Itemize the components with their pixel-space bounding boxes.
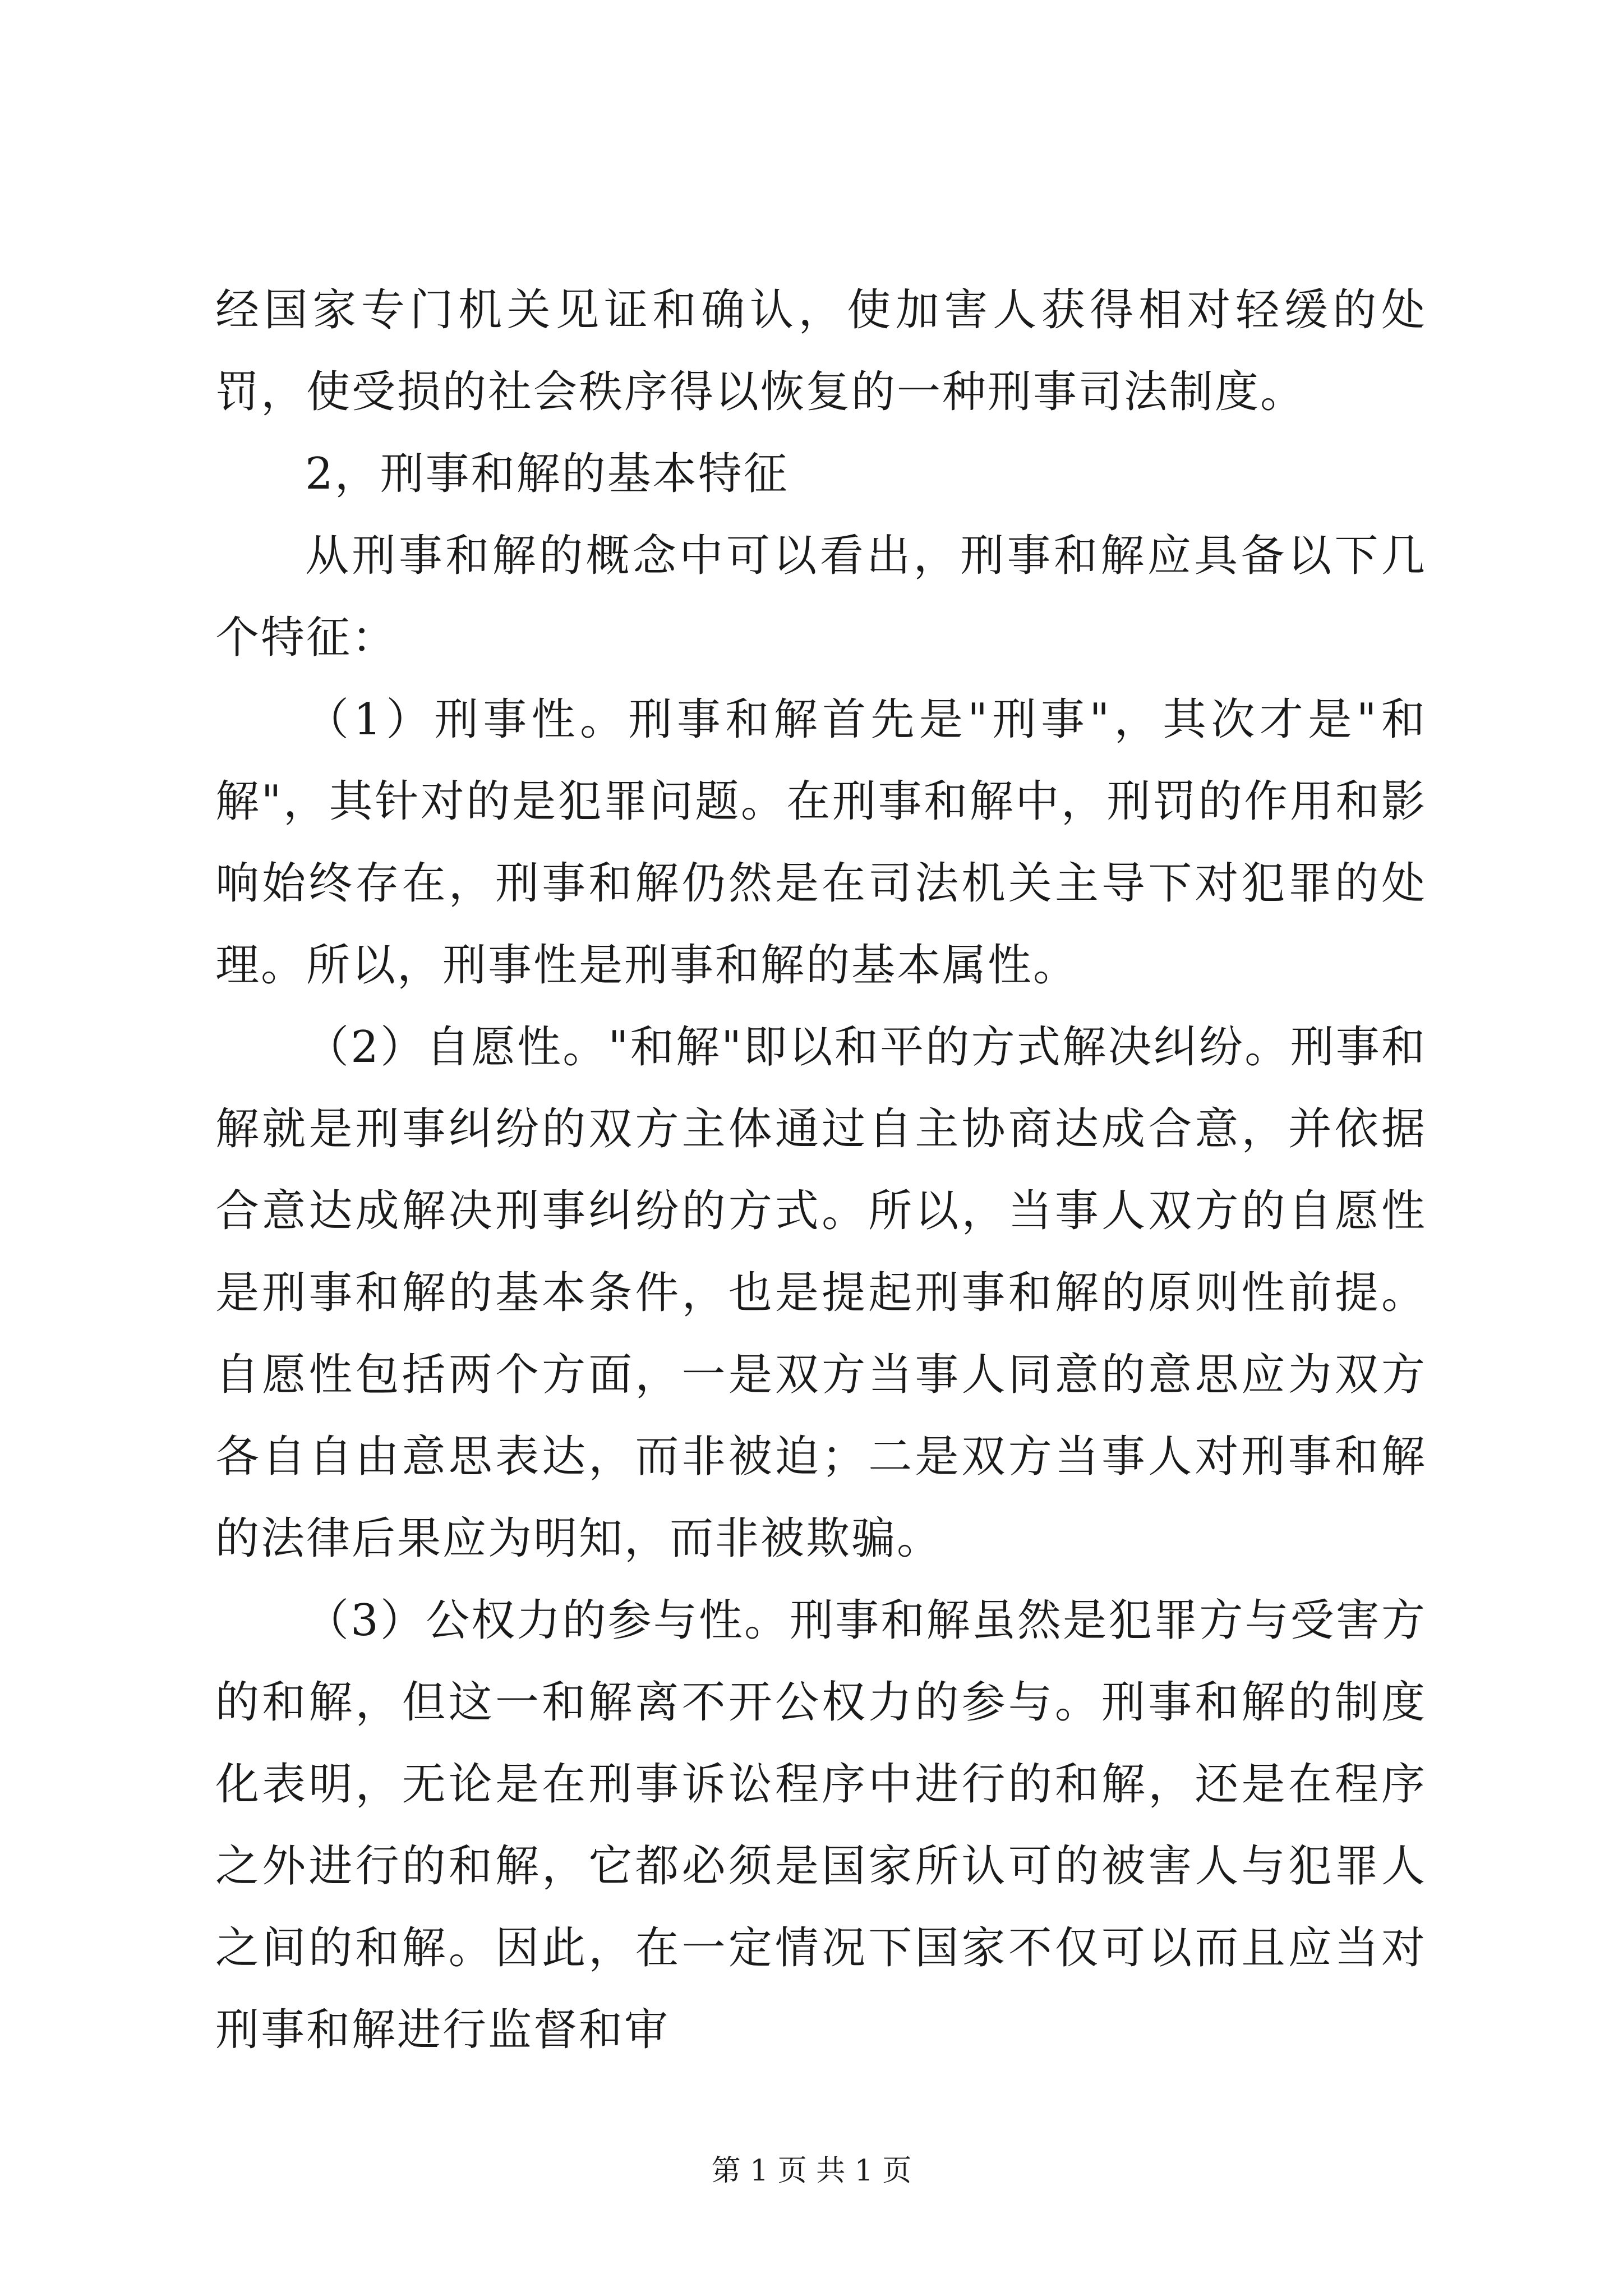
paragraph-3: （1）刑事性。刑事和解首先是"刑事"，其次才是"和解"，其针对的是犯罪问题。在刑事和解中，刑罚的作用和影响始终存在，刑事和解仍然是在司法机关主导下对犯罪的处理。所以，刑事性是刑事和解的基本属性。: [215, 694, 1427, 991]
document-body: [215, 269, 1427, 2071]
paragraph-1: 经国家专门机关见证和确认，使加害人获得相对轻缓的处罚，使受损的社会秩序得以恢复的一种刑事司法制度。: [215, 285, 1427, 417]
paragraph-4: （2）自愿性。"和解"即以和平的方式解决纠纷。刑事和解就是刑事纠纷的双方主体通过自主协商达成合意，并依据合意达成解决刑事纠纷的方式。所以，当事人双方的自愿性是刑事和解的基本条件，也是提起刑事和解的原则性前提。自愿性包括两个方面，一是双方当事人同意的意思应为双方各自自由意思表达，而非被迫；二是双方当事人对刑事和解的法律后果应为明知，而非被欺骗。: [215, 1022, 1427, 1564]
paragraph-2: 从刑事和解的概念中可以看出，刑事和解应具备以下几个特征：: [215, 531, 1427, 663]
page-footer: 第 1 页 共 1 页: [711, 2154, 912, 2188]
section-heading: 2，刑事和解的基本特征: [305, 449, 789, 499]
paragraph-5: （3）公权力的参与性。刑事和解虽然是犯罪方与受害方的和解，但这一和解离不开公权力的参与。刑事和解的制度化表明，无论是在刑事诉讼程序中进行的和解，还是在程序之外进行的和解，它都必须是国家所认可的被害人与犯罪人之间的和解。因此，在一定情况下国家不仅可以而且应当对刑事和解进行监督和审: [215, 1595, 1427, 2055]
